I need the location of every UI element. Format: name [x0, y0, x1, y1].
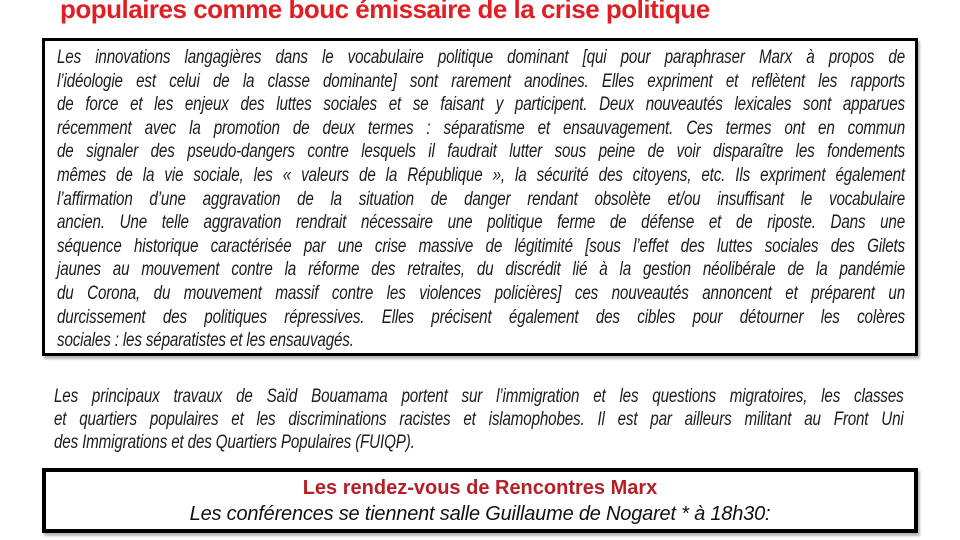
intro-paragraph-line: l’affirmation d’une aggravation de la situation de danger rendant obsolète et/ou insuffisant le vocabulaire — [57, 188, 905, 210]
events-heading: Les rendez-vous de Rencontres Marx — [302, 477, 658, 499]
intro-paragraph-line: du Corona, du mouvement massif contre les violences policières] ces nouveautés annoncent et préparent un — [57, 282, 905, 304]
intro-paragraph-line: de force et les enjeux des luttes sociales et se faisant y participent. Deux nouveautés lexicales sont apparues — [57, 94, 905, 116]
intro-paragraph-line: l’idéologie est celui de la classe dominante] sont rarement anodines. Elles expriment et reflètent les rapports — [57, 70, 905, 92]
intro-paragraph-line: ancien. Une telle aggravation rendrait nécessaire une politique ferme de défense et de riposte. Dans une — [57, 212, 905, 234]
intro-paragraph-line: séquence historique caractérisée par une crise massive de légitimité [sous l’effet des luttes sociales des Gilets — [57, 235, 905, 257]
intro-paragraph-line: mêmes de la vie sociale, les « valeurs de la République », la sécurité des citoyens, etc. Ils expriment également — [57, 164, 905, 186]
bio-paragraph-line: et quartiers populaires et les discriminations racistes et islamophobes. Il est par ailleurs militant au Front Uni — [54, 409, 904, 430]
intro-paragraph-line: Les innovations langagières dans le vocabulaire politique dominant [qui pour paraphraser Marx à propos de — [57, 47, 905, 68]
page-title: populaires comme bouc émissaire de la crise politique — [60, 0, 710, 24]
intro-paragraph-line: récemment avec la promotion de deux termes : séparatisme et ensauvagement. Ces termes ont en commun — [57, 117, 905, 139]
bio-paragraph-line: Les principaux travaux de Saïd Bouamama portent sur l’immigration et les questions migratoires, les classes — [54, 386, 904, 407]
events-box — [42, 468, 918, 533]
intro-box — [42, 38, 918, 356]
bio-paragraph-line: des Immigrations et des Quartiers Populaires (FUIQP). — [54, 432, 415, 453]
intro-paragraph-line: jaunes au mouvement contre la réforme des retraites, du discrédit lié à la gestion néolibérale de la pandémie — [57, 259, 905, 281]
intro-paragraph-line: sociales : les séparatistes et les ensauvagés. — [57, 330, 354, 352]
intro-paragraph-line: durcissement des politiques répressives. Elles précisent également des cibles pour détourner les colères — [57, 306, 905, 328]
events-subheading: Les conférences se tiennent salle Guillaume de Nogaret * à 18h30: — [189, 503, 771, 525]
intro-paragraph-line: de signaler des pseudo-dangers contre lesquels il faudrait lutter sous peine de voir disparaître les fondements — [57, 141, 905, 163]
bio-paragraph — [54, 385, 904, 454]
